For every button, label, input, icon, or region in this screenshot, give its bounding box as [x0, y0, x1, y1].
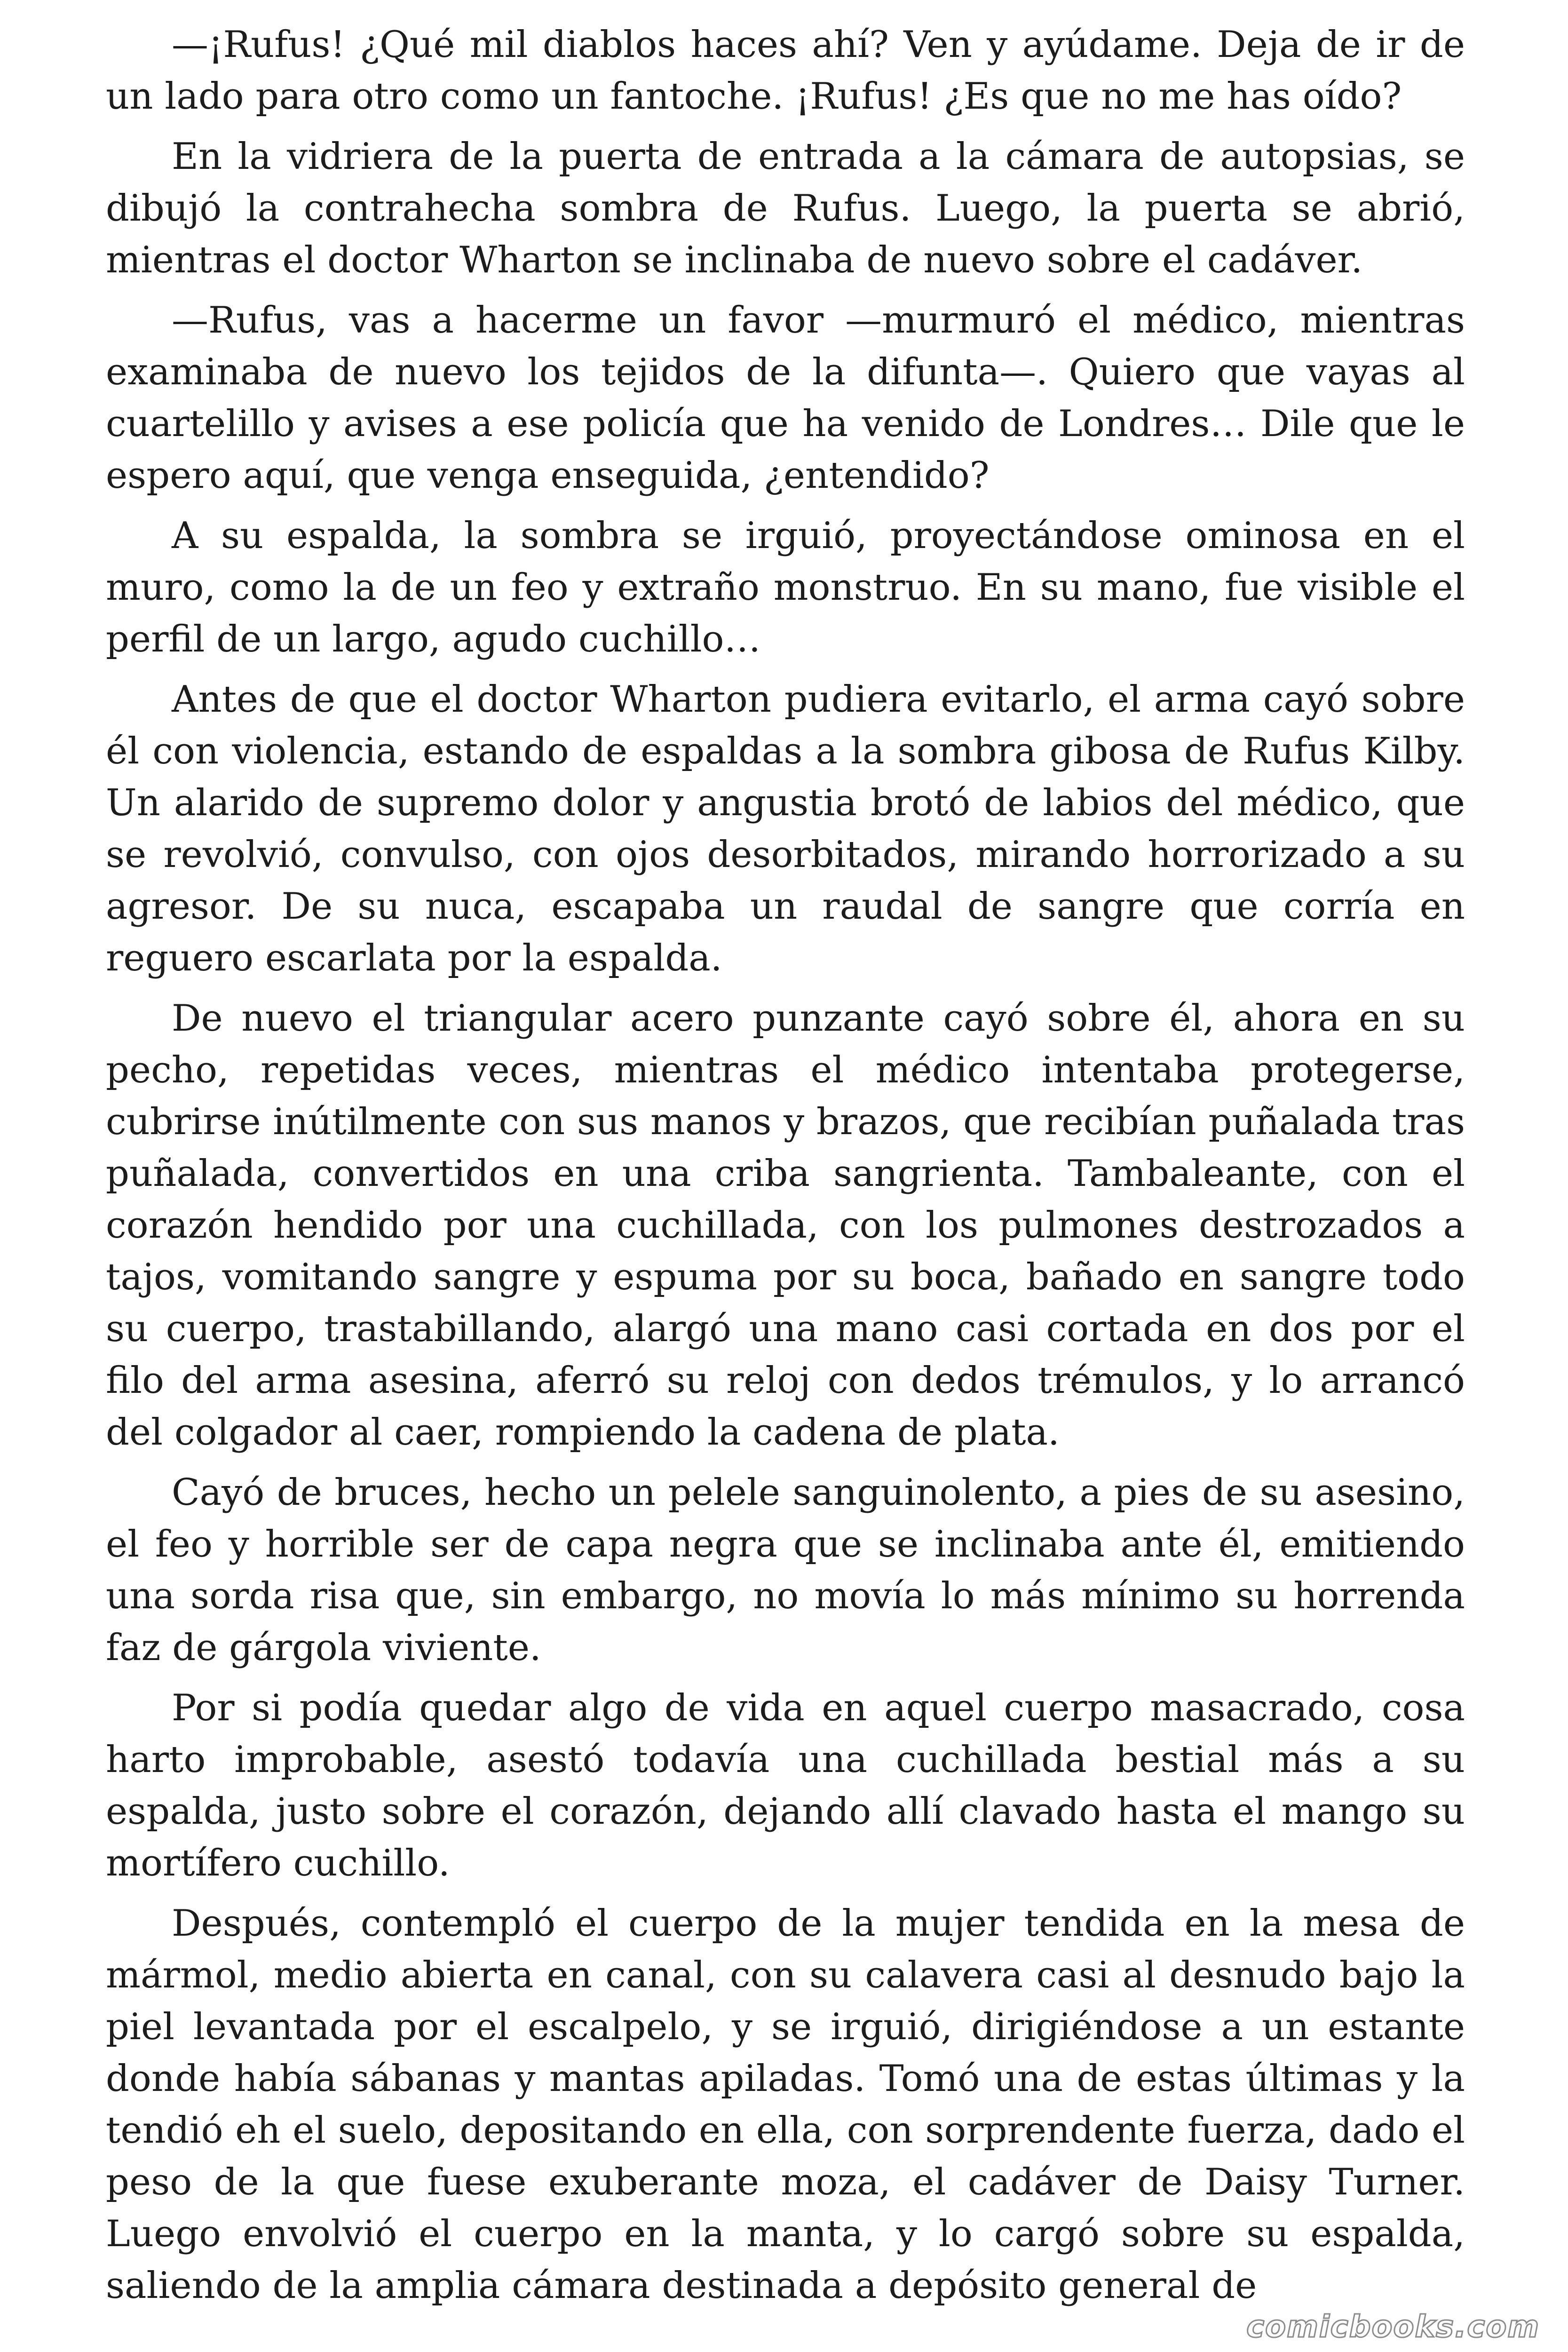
watermark: comicbooks.com — [1246, 2310, 1540, 2344]
paragraph: Cayó de bruces, hecho un pelele sanguinolento, a pies de su asesino, el feo y horrible ser de capa negra que se inclinaba ante él, emitiendo una sorda risa que, sin embargo, no movía lo más mínimo su horrenda faz de gárgola viviente. — [106, 1471, 1465, 1669]
paragraph: Después, contempló el cuerpo de la mujer tendida en la mesa de mármol, medio abierta en canal, con su calavera casi al desnudo bajo la piel levantada por el escalpelo, y se irguió, dirigiéndose a un estante donde había sábanas y mantas apiladas. Tomó una de estas últimas y la tendió eh el suelo, depositando en ella, con sorprendente fuerza, dado el peso de la que fuese exuberante moza, el cadáver de Daisy Turner. Luego envolvió el cuerpo en la manta, y lo cargó sobre su espalda, saliendo de la amplia cámara destinada a depósito general de — [106, 1902, 1465, 2307]
paragraph: A su espalda, la sombra se irguió, proyectándose ominosa en el muro, como la de un feo y extraño monstruo. En su mano, fue visible el perfil de un largo, agudo cuchillo… — [106, 515, 1465, 660]
paragraph: —Rufus, vas a hacerme un favor —murmuró el médico, mientras examinaba de nuevo los tejidos de la difunta—. Quiero que vayas al cuartelillo y avises a ese policía que ha venido de Londres… Dile que le espero aquí, que venga enseguida, ¿entendido? — [106, 299, 1465, 497]
paragraph: Por si podía quedar algo de vida en aquel cuerpo masacrado, cosa harto improbable, asestó todavía una cuchillada bestial más a su espalda, justo sobre el corazón, dejando allí clavado hasta el mango su mortífero cuchillo. — [106, 1687, 1465, 1884]
paragraph: Antes de que el doctor Wharton pudiera evitarlo, el arma cayó sobre él con violencia, estando de espaldas a la sombra gibosa de Rufus Kilby. Un alarido de supremo dolor y angustia brotó de labios del médico, que se revolvió, convulso, con ojos desorbitados, mirando horrorizado a su agresor. De su nuca, escapaba un raudal de sangre que corría en reguero escarlata por la espalda. — [106, 678, 1465, 979]
paragraph: De nuevo el triangular acero punzante cayó sobre él, ahora en su pecho, repetidas veces, mientras el médico intentaba protegerse, cubrirse inútilmente con sus manos y brazos, que recibían puñalada tras puñalada, convertidos en una criba sangrienta. Tambaleante, con el corazón hendido por una cuchillada, con los pulmones destrozados a tajos, vomitando sangre y espuma por su boca, bañado en sangre todo su cuerpo, trastabillando, alargó una mano casi cortada en dos por el filo del arma asesina, aferró su reloj con dedos trémulos, y lo arrancó del colgador al caer, rompiendo la cadena de plata. — [106, 997, 1465, 1454]
paragraph: —¡Rufus! ¿Qué mil diablos haces ahí? Ven y ayúdame. Deja de ir de un lado para otro como un fantoche. ¡Rufus! ¿Es que no me has oído? — [106, 24, 1465, 118]
paragraph: En la vidriera de la puerta de entrada a la cámara de autopsias, se dibujó la contrahecha sombra de Rufus. Luego, la puerta se abrió, mientras el doctor Wharton se inclinaba de nuevo sobre el cadáver. — [106, 135, 1465, 281]
page-text — [106, 19, 1465, 2324]
